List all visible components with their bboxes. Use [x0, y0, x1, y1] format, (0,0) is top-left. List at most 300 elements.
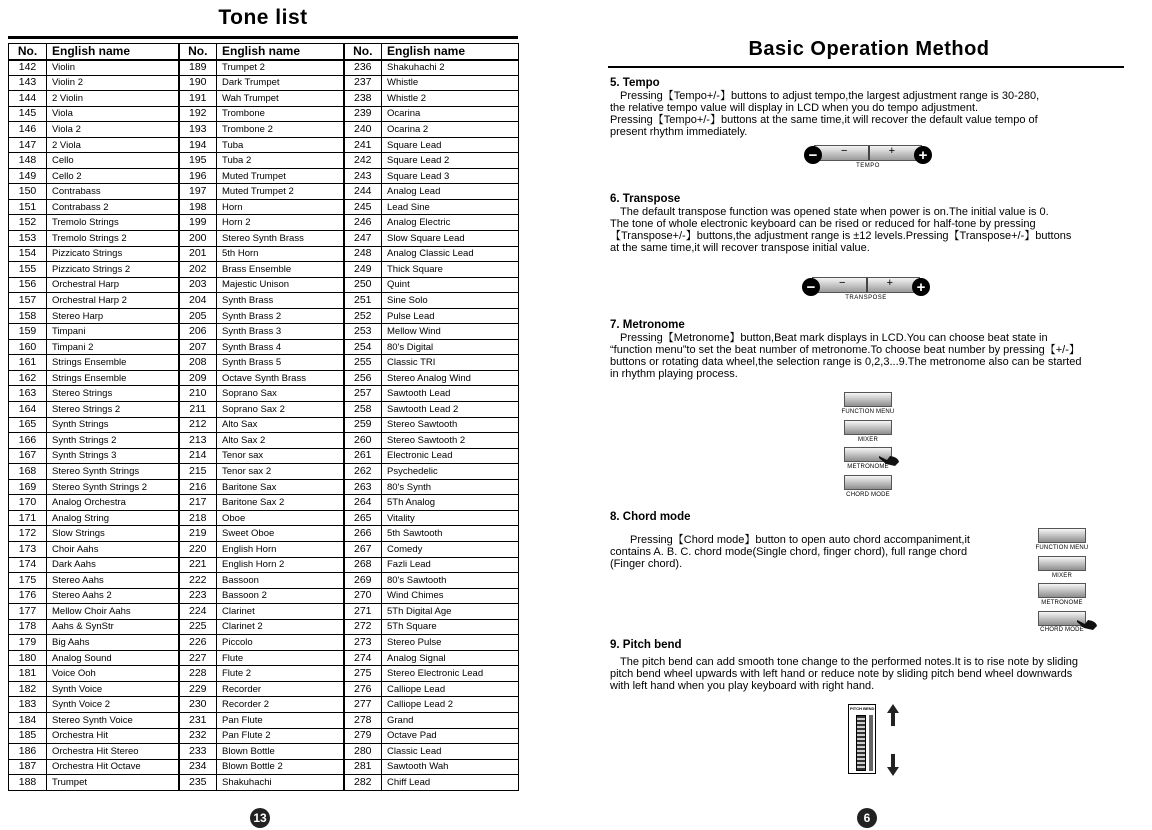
- tone-name: Synth Brass 5: [217, 355, 344, 371]
- function-menu-button[interactable]: [844, 392, 892, 407]
- tone-number: 200: [179, 231, 217, 247]
- tone-number: 280: [344, 744, 382, 760]
- tone-number: 193: [179, 122, 217, 138]
- tone-number: 178: [9, 619, 47, 635]
- section-heading: 8. Chord mode: [610, 511, 691, 523]
- tone-name: Tuba: [217, 137, 344, 153]
- tone-name: Contrabass: [47, 184, 179, 200]
- tone-name: Synth Brass 4: [217, 339, 344, 355]
- paragraph-line: Pressing【Tempo+/-】buttons to adjust tempo,the largest adjustment range is 30-280,: [620, 90, 1040, 102]
- tone-name: Stereo Harp: [47, 308, 179, 324]
- tone-number: 154: [9, 246, 47, 262]
- table-row: [9, 464, 519, 480]
- tone-number: 237: [344, 75, 382, 91]
- page-number-left: 13: [250, 808, 270, 828]
- tone-number: 188: [9, 775, 47, 791]
- tone-number: 230: [179, 697, 217, 713]
- tone-number: 161: [9, 355, 47, 371]
- section-heading: 9. Pitch bend: [610, 639, 682, 651]
- tone-number: 159: [9, 324, 47, 340]
- tone-name: 5Th Square: [382, 619, 519, 635]
- tone-number: 169: [9, 479, 47, 495]
- tone-name: Stereo Strings 2: [47, 402, 179, 418]
- paragraph-line: (Finger chord).: [610, 558, 683, 570]
- table-row: [9, 246, 519, 262]
- tone-number: 238: [344, 91, 382, 107]
- paragraph-line: in rhythm playing process.: [610, 368, 738, 380]
- section-chord-mode: [610, 510, 1010, 570]
- tone-number: 255: [344, 355, 382, 371]
- wheel-slot: [869, 715, 873, 771]
- tone-name: Muted Trumpet: [217, 168, 344, 184]
- tone-number: 144: [9, 91, 47, 107]
- tone-number: 228: [179, 666, 217, 682]
- table-row: [9, 728, 519, 744]
- button-divider: [868, 146, 870, 160]
- tone-name: Sweet Oboe: [217, 526, 344, 542]
- tone-number: 227: [179, 650, 217, 666]
- tone-number: 191: [179, 91, 217, 107]
- tone-name: Orchestral Harp: [47, 277, 179, 293]
- tone-number: 175: [9, 573, 47, 589]
- tone-name: Octave Pad: [382, 728, 519, 744]
- tone-name: Trombone: [217, 106, 344, 122]
- tone-name: Analog Orchestra: [47, 495, 179, 511]
- tone-number: 209: [179, 370, 217, 386]
- tone-name: Viola 2: [47, 122, 179, 138]
- table-row: [9, 697, 519, 713]
- tone-name: Choir Aahs: [47, 541, 179, 557]
- tone-number: 203: [179, 277, 217, 293]
- tone-number: 259: [344, 417, 382, 433]
- tone-name: Big Aahs: [47, 635, 179, 651]
- transpose-buttons[interactable]: [798, 274, 934, 300]
- tone-number: 239: [344, 106, 382, 122]
- tone-number: 173: [9, 541, 47, 557]
- chord-mode-button[interactable]: [844, 475, 892, 490]
- tone-name: Baritone Sax: [217, 479, 344, 495]
- tone-name: Shakuhachi 2: [382, 60, 519, 76]
- tone-name: Stereo Aahs: [47, 573, 179, 589]
- tempo-buttons[interactable]: [800, 142, 936, 168]
- table-row: [9, 666, 519, 682]
- table-row: [9, 635, 519, 651]
- tone-number: 213: [179, 433, 217, 449]
- tone-number: 151: [9, 199, 47, 215]
- function-menu-button[interactable]: [1038, 528, 1086, 543]
- table-row: [9, 573, 519, 589]
- tone-table-body: [9, 60, 519, 791]
- tone-number: 247: [344, 231, 382, 247]
- tone-name: Whistle 2: [382, 91, 519, 107]
- paragraph-line: Pressing【Chord mode】button to open auto chord accompaniment,it: [630, 534, 970, 546]
- tone-number: 269: [344, 573, 382, 589]
- tone-number: 183: [9, 697, 47, 713]
- tone-number: 198: [179, 199, 217, 215]
- tone-name: Chiff Lead: [382, 775, 519, 791]
- tone-name: Dark Aahs: [47, 557, 179, 573]
- section-metronome: [610, 318, 1126, 380]
- paragraph-line: pitch bend wheel upwards with left hand or reduce note by sliding pitch bend wheel downwards: [610, 668, 1073, 680]
- tone-number: 267: [344, 541, 382, 557]
- pointing-hand-icon: [878, 452, 900, 466]
- tone-name: Thick Square: [382, 262, 519, 278]
- tone-name: Horn 2: [217, 215, 344, 231]
- tone-name: Calliope Lead 2: [382, 697, 519, 713]
- title-rule: [608, 66, 1124, 68]
- transpose-button-bar[interactable]: [812, 277, 920, 293]
- tone-name: Synth Strings 3: [47, 448, 179, 464]
- tone-number: 206: [179, 324, 217, 340]
- table-row: [9, 168, 519, 184]
- section-tempo: [610, 76, 1126, 138]
- header-no-3: No.: [344, 44, 382, 60]
- tone-number: 152: [9, 215, 47, 231]
- tone-number: 189: [179, 60, 217, 76]
- tone-name: Mellow Wind: [382, 324, 519, 340]
- tone-name: Oboe: [217, 510, 344, 526]
- tone-number: 205: [179, 308, 217, 324]
- tone-name: Trumpet 2: [217, 60, 344, 76]
- table-row: [9, 355, 519, 371]
- tone-number: 234: [179, 759, 217, 775]
- tone-number: 231: [179, 712, 217, 728]
- tone-number: 177: [9, 604, 47, 620]
- tone-number: 186: [9, 744, 47, 760]
- table-row: [9, 619, 519, 635]
- paragraph-line: buttons or rotating data wheel,the selection range is 0,2,3...9.The metronome also can be started: [610, 356, 1082, 368]
- tone-number: 279: [344, 728, 382, 744]
- tone-name: Synth Strings 2: [47, 433, 179, 449]
- tone-name: Mellow Choir Aahs: [47, 604, 179, 620]
- table-row: [9, 324, 519, 340]
- mixer-button[interactable]: [844, 420, 892, 435]
- tone-name: Trumpet: [47, 775, 179, 791]
- table-row: [9, 231, 519, 247]
- tone-name: Wind Chimes: [382, 588, 519, 604]
- tone-name: Stereo Synth Strings 2: [47, 479, 179, 495]
- button-label: METRONOME: [1041, 600, 1083, 606]
- tone-number: 170: [9, 495, 47, 511]
- tone-name: 2 Violin: [47, 91, 179, 107]
- tempo-button-bar[interactable]: [814, 145, 922, 161]
- tone-number: 270: [344, 588, 382, 604]
- tone-name: Piccolo: [217, 635, 344, 651]
- up-down-arrows-icon: [887, 704, 899, 776]
- tone-name: Analog Sound: [47, 650, 179, 666]
- header-name-2: English name: [217, 44, 344, 60]
- tone-name: Stereo Pulse: [382, 635, 519, 651]
- tone-number: 199: [179, 215, 217, 231]
- tone-number: 262: [344, 464, 382, 480]
- tone-name: Alto Sax: [217, 417, 344, 433]
- paragraph-line: contains A. B. C. chord mode(Single chord, finger chord), full range chord: [610, 546, 968, 558]
- button-label: METRONOME: [847, 464, 889, 470]
- tone-name: Aahs & SynStr: [47, 619, 179, 635]
- table-row: [9, 277, 519, 293]
- page-number-right: 6: [857, 808, 877, 828]
- table-row: [9, 339, 519, 355]
- tone-number: 266: [344, 526, 382, 542]
- transpose-caption: TRANSPOSE: [845, 295, 887, 301]
- tone-number: 220: [179, 541, 217, 557]
- tone-number: 196: [179, 168, 217, 184]
- tone-name: Classic Lead: [382, 744, 519, 760]
- header-name-3: English name: [382, 44, 519, 60]
- paragraph-line: Pressing【Metronome】button,Beat mark displays in LCD.You can choose beat state in: [620, 332, 1048, 344]
- tone-name: Clarinet: [217, 604, 344, 620]
- transpose-plus-label: +: [886, 277, 893, 289]
- tone-number: 210: [179, 386, 217, 402]
- paragraph-line: The tone of whole electronic keyboard can be rised or reduced for half-tone by pressing: [610, 218, 1036, 230]
- tone-number: 214: [179, 448, 217, 464]
- tone-number: 215: [179, 464, 217, 480]
- table-row: [9, 479, 519, 495]
- tone-number: 271: [344, 604, 382, 620]
- tone-number: 171: [9, 510, 47, 526]
- tone-number: 216: [179, 479, 217, 495]
- tone-name: Tenor sax: [217, 448, 344, 464]
- table-row: [9, 681, 519, 697]
- tempo-plus-label: +: [888, 145, 895, 157]
- plus-circle-icon[interactable]: +: [912, 278, 930, 296]
- tone-name: 2 Viola: [47, 137, 179, 153]
- tone-number: 160: [9, 339, 47, 355]
- tone-number: 176: [9, 588, 47, 604]
- plus-circle-icon[interactable]: +: [914, 146, 932, 164]
- tone-number: 194: [179, 137, 217, 153]
- tone-number: 232: [179, 728, 217, 744]
- section-heading: 7. Metronome: [610, 319, 685, 331]
- button-label: FUNCTION MENU: [1035, 545, 1089, 551]
- table-row: [9, 386, 519, 402]
- tone-name: Analog String: [47, 510, 179, 526]
- tone-number: 212: [179, 417, 217, 433]
- tone-name: 80's Digital: [382, 339, 519, 355]
- header-no-2: No.: [179, 44, 217, 60]
- metronome-button[interactable]: [1038, 583, 1086, 598]
- tone-name: Synth Brass 2: [217, 308, 344, 324]
- tone-name: Vitality: [382, 510, 519, 526]
- button-label: MIXER: [857, 437, 878, 443]
- tone-number: 224: [179, 604, 217, 620]
- tone-number: 166: [9, 433, 47, 449]
- tone-name: Whistle: [382, 75, 519, 91]
- tone-name: Cello: [47, 153, 179, 169]
- tone-number: 253: [344, 324, 382, 340]
- section-heading: 5. Tempo: [610, 77, 660, 89]
- table-row: [9, 526, 519, 542]
- tone-name: Horn: [217, 199, 344, 215]
- tone-number: 258: [344, 402, 382, 418]
- tone-name: Pizzicato Strings 2: [47, 262, 179, 278]
- tone-number: 195: [179, 153, 217, 169]
- tone-name: Stereo Analog Wind: [382, 370, 519, 386]
- tone-name: Clarinet 2: [217, 619, 344, 635]
- table-row: [9, 184, 519, 200]
- table-row: [9, 106, 519, 122]
- tone-number: 143: [9, 75, 47, 91]
- tone-table-header: [9, 44, 519, 60]
- tone-name: Ocarina: [382, 106, 519, 122]
- tone-name: Stereo Sawtooth: [382, 417, 519, 433]
- table-row: [9, 433, 519, 449]
- tone-number: 264: [344, 495, 382, 511]
- tone-name: Flute 2: [217, 666, 344, 682]
- tone-number: 162: [9, 370, 47, 386]
- tone-name: Synth Voice: [47, 681, 179, 697]
- tone-number: 211: [179, 402, 217, 418]
- tone-number: 240: [344, 122, 382, 138]
- button-divider: [866, 278, 868, 292]
- tone-number: 265: [344, 510, 382, 526]
- tone-name: Psychedelic: [382, 464, 519, 480]
- table-row: [9, 557, 519, 573]
- tone-number: 179: [9, 635, 47, 651]
- tone-number: 207: [179, 339, 217, 355]
- tone-name: Timpani: [47, 324, 179, 340]
- tone-number: 244: [344, 184, 382, 200]
- table-row: [9, 448, 519, 464]
- tone-number: 260: [344, 433, 382, 449]
- table-row: [9, 308, 519, 324]
- tone-number: 190: [179, 75, 217, 91]
- tone-name: 5Th Analog: [382, 495, 519, 511]
- tone-number: 142: [9, 60, 47, 76]
- tone-number: 235: [179, 775, 217, 791]
- tone-name: Muted Trumpet 2: [217, 184, 344, 200]
- tempo-caption: TEMPO: [856, 163, 880, 169]
- table-row: [9, 215, 519, 231]
- mixer-button[interactable]: [1038, 556, 1086, 571]
- table-row: [9, 402, 519, 418]
- tone-name: Slow Square Lead: [382, 231, 519, 247]
- header-no-1: No.: [9, 44, 47, 60]
- tone-number: 282: [344, 775, 382, 791]
- tone-number: 145: [9, 106, 47, 122]
- tone-name: Orchestra Hit Octave: [47, 759, 179, 775]
- tone-name: Square Lead 2: [382, 153, 519, 169]
- tone-number: 187: [9, 759, 47, 775]
- tone-name: Synth Brass 3: [217, 324, 344, 340]
- tone-name: Quint: [382, 277, 519, 293]
- tone-name: Soprano Sax: [217, 386, 344, 402]
- tone-name: Grand: [382, 712, 519, 728]
- tone-name: Orchestra Hit Stereo: [47, 744, 179, 760]
- tone-name: Orchestra Hit: [47, 728, 179, 744]
- tone-list-title: Tone list: [218, 6, 308, 29]
- paragraph-line: with left hand when you play keyboard with right hand.: [610, 680, 875, 692]
- tone-name: Stereo Strings: [47, 386, 179, 402]
- paragraph-line: at the same time,it will recover transpose initial value.: [610, 242, 870, 254]
- tone-number: 221: [179, 557, 217, 573]
- tone-number: 146: [9, 122, 47, 138]
- minus-circle-icon[interactable]: −: [804, 146, 822, 164]
- tone-name: Synth Brass: [217, 293, 344, 309]
- tone-number: 225: [179, 619, 217, 635]
- tone-name: Stereo Electronic Lead: [382, 666, 519, 682]
- tone-name: Analog Lead: [382, 184, 519, 200]
- tone-number: 254: [344, 339, 382, 355]
- tone-number: 158: [9, 308, 47, 324]
- tone-number: 222: [179, 573, 217, 589]
- tone-name: Cello 2: [47, 168, 179, 184]
- tone-name: Wah Trumpet: [217, 91, 344, 107]
- tone-name: Contrabass 2: [47, 199, 179, 215]
- tone-name: Stereo Synth Strings: [47, 464, 179, 480]
- minus-circle-icon[interactable]: −: [802, 278, 820, 296]
- tone-number: 184: [9, 712, 47, 728]
- tone-name: Stereo Sawtooth 2: [382, 433, 519, 449]
- table-row: [9, 650, 519, 666]
- tone-number: 277: [344, 697, 382, 713]
- tone-name: Voice Ooh: [47, 666, 179, 682]
- tone-name: Fazli Lead: [382, 557, 519, 573]
- title-rule: [8, 36, 518, 39]
- section-transpose: [610, 192, 1126, 254]
- tone-name: Strings Ensemble: [47, 355, 179, 371]
- tone-name: Soprano Sax 2: [217, 402, 344, 418]
- tone-number: 197: [179, 184, 217, 200]
- tone-name: Pulse Lead: [382, 308, 519, 324]
- table-row: [9, 75, 519, 91]
- tone-number: 164: [9, 402, 47, 418]
- tone-name: Timpani 2: [47, 339, 179, 355]
- table-row: [9, 541, 519, 557]
- tone-name: Square Lead 3: [382, 168, 519, 184]
- tone-name: Bassoon 2: [217, 588, 344, 604]
- tone-number: 263: [344, 479, 382, 495]
- table-row: [9, 510, 519, 526]
- tone-name: Majestic Unison: [217, 277, 344, 293]
- paragraph-line: “function menu”to set the beat number of metronome.To choose beat number by pressing【+/-】: [610, 344, 1080, 356]
- tone-name: Classic TRI: [382, 355, 519, 371]
- header-name-1: English name: [47, 44, 179, 60]
- tone-name: Analog Electric: [382, 215, 519, 231]
- tone-number: 201: [179, 246, 217, 262]
- tone-number: 250: [344, 277, 382, 293]
- tone-name: Stereo Synth Voice: [47, 712, 179, 728]
- tone-name: Electronic Lead: [382, 448, 519, 464]
- tone-name: Sawtooth Wah: [382, 759, 519, 775]
- tone-name: Lead Sine: [382, 199, 519, 215]
- button-label: CHORD MODE: [1040, 627, 1084, 633]
- tone-number: 229: [179, 681, 217, 697]
- tone-number: 281: [344, 759, 382, 775]
- tone-number: 208: [179, 355, 217, 371]
- tone-name: Strings Ensemble: [47, 370, 179, 386]
- table-row: [9, 744, 519, 760]
- tone-number: 149: [9, 168, 47, 184]
- basic-operation-page: [576, 0, 1152, 830]
- tone-number: 185: [9, 728, 47, 744]
- tone-name: Pizzicato Strings: [47, 246, 179, 262]
- tone-name: Ocarina 2: [382, 122, 519, 138]
- tone-name: Violin 2: [47, 75, 179, 91]
- tone-number: 245: [344, 199, 382, 215]
- tone-number: 236: [344, 60, 382, 76]
- tone-name: Synth Strings: [47, 417, 179, 433]
- tone-number: 217: [179, 495, 217, 511]
- tone-name: Slow Strings: [47, 526, 179, 542]
- tone-number: 147: [9, 137, 47, 153]
- tone-name: 80's Synth: [382, 479, 519, 495]
- table-row: [9, 775, 519, 791]
- pitch-bend-wheel[interactable]: [848, 704, 876, 774]
- tone-name: Pan Flute: [217, 712, 344, 728]
- tone-number: 163: [9, 386, 47, 402]
- tone-name: Baritone Sax 2: [217, 495, 344, 511]
